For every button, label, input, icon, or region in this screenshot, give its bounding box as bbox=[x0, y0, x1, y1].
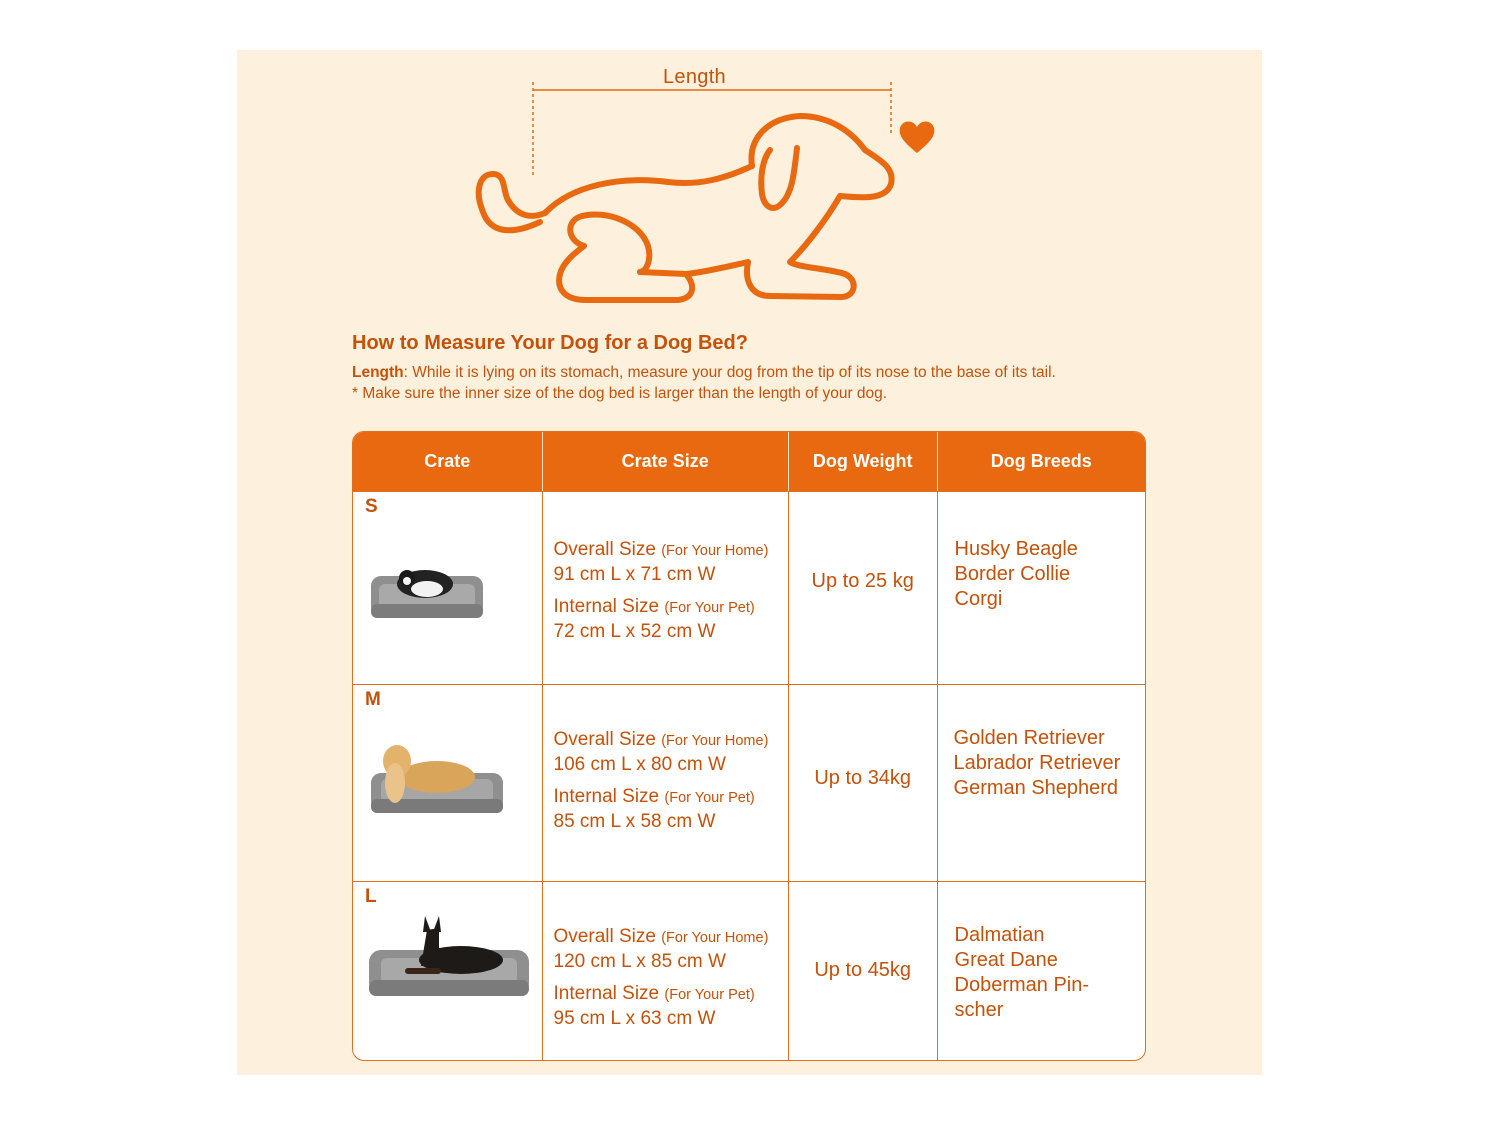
crate-cell bbox=[353, 685, 543, 881]
large-dog-bed-image bbox=[365, 910, 533, 1002]
breed-item: German Shepherd bbox=[953, 777, 1119, 799]
dog-weight-cell bbox=[789, 685, 938, 881]
overall-size-value: 106 cm L x 80 cm W bbox=[553, 754, 726, 775]
overall-size-label: Overall Size bbox=[553, 729, 656, 750]
crate-cell bbox=[353, 882, 543, 1061]
length-label: Length bbox=[663, 66, 726, 88]
size-details bbox=[554, 728, 769, 834]
length-term: Length bbox=[352, 364, 404, 381]
overall-size-value: 120 cm L x 85 cm W bbox=[553, 951, 726, 972]
size-label: S bbox=[365, 496, 378, 517]
overall-size-value: 91 cm L x 71 cm W bbox=[553, 564, 716, 585]
table-header bbox=[353, 432, 1145, 491]
guide-title: How to Measure Your Dog for a Dog Bed? bbox=[352, 332, 748, 354]
table-row-l bbox=[353, 881, 1145, 1061]
medium-dog-bed-image bbox=[367, 735, 507, 819]
size-details bbox=[554, 925, 769, 1031]
dog-breeds-cell bbox=[938, 685, 1145, 881]
weight-value: Up to 34kg bbox=[814, 767, 912, 789]
breed-item: Border Collie bbox=[954, 563, 1071, 585]
breed-item: Doberman Pin- bbox=[954, 974, 1090, 996]
internal-size-note: (For Your Pet) bbox=[664, 987, 755, 1003]
overall-size-label: Overall Size bbox=[553, 926, 656, 947]
internal-size-note: (For Your Pet) bbox=[664, 600, 755, 616]
dog-breeds-cell bbox=[938, 882, 1145, 1061]
overall-size-note: (For Your Home) bbox=[661, 930, 769, 946]
breed-item: Corgi bbox=[954, 588, 1003, 610]
crate-cell bbox=[353, 492, 543, 684]
overall-size-note: (For Your Home) bbox=[661, 733, 769, 749]
small-dog-bed-image bbox=[367, 560, 487, 624]
breed-item: Dalmatian bbox=[954, 924, 1045, 946]
crate-size-cell bbox=[543, 882, 789, 1061]
size-label: L bbox=[365, 886, 377, 907]
weight-value: Up to 25 kg bbox=[811, 570, 914, 592]
table-row-m bbox=[353, 684, 1145, 881]
breed-list bbox=[955, 923, 1090, 1023]
internal-size-label: Internal Size bbox=[553, 983, 660, 1004]
size-details bbox=[554, 538, 769, 644]
internal-size-label: Internal Size bbox=[553, 786, 660, 807]
overall-size-note: (For Your Home) bbox=[661, 543, 769, 559]
dog-weight-cell bbox=[789, 492, 938, 684]
header-crate-size: Crate Size bbox=[543, 432, 789, 491]
size-label: M bbox=[365, 689, 381, 710]
crate-size-cell bbox=[543, 685, 789, 881]
header-dog-weight: Dog Weight bbox=[789, 432, 938, 491]
length-text: : While it is lying on its stomach, measure your dog from the tip of its nose to the base of its tail. bbox=[403, 364, 1056, 381]
weight-value: Up to 45kg bbox=[814, 959, 912, 981]
internal-size-value: 85 cm L x 58 cm W bbox=[553, 811, 716, 832]
header-dog-breeds: Dog Breeds bbox=[990, 451, 1092, 471]
size-chart-table bbox=[352, 431, 1146, 1061]
internal-size-label: Internal Size bbox=[553, 596, 660, 617]
breed-list bbox=[955, 537, 1078, 612]
breed-list bbox=[954, 726, 1121, 801]
crate-size-cell bbox=[543, 492, 789, 684]
dog-breeds-cell bbox=[938, 492, 1145, 684]
length-instruction bbox=[352, 364, 1056, 382]
internal-size-value: 95 cm L x 63 cm W bbox=[553, 1008, 716, 1029]
table-row-s bbox=[353, 491, 1145, 684]
internal-size-note: (For Your Pet) bbox=[664, 790, 755, 806]
breed-item: Labrador Retriever bbox=[953, 752, 1121, 774]
dog-weight-cell bbox=[789, 882, 938, 1061]
dog-outline-illustration bbox=[0, 0, 1500, 320]
breed-item: Great Dane bbox=[954, 949, 1058, 971]
heart-icon bbox=[900, 121, 935, 153]
internal-size-value: 72 cm L x 52 cm W bbox=[553, 621, 716, 642]
size-note: * Make sure the inner size of the dog bed is larger than the length of your dog. bbox=[352, 385, 888, 402]
breed-item: Husky Beagle bbox=[954, 538, 1078, 560]
breed-item: Golden Retriever bbox=[953, 727, 1105, 749]
overall-size-label: Overall Size bbox=[553, 539, 656, 560]
breed-item: scher bbox=[954, 999, 1004, 1021]
header-crate: Crate bbox=[353, 432, 543, 491]
